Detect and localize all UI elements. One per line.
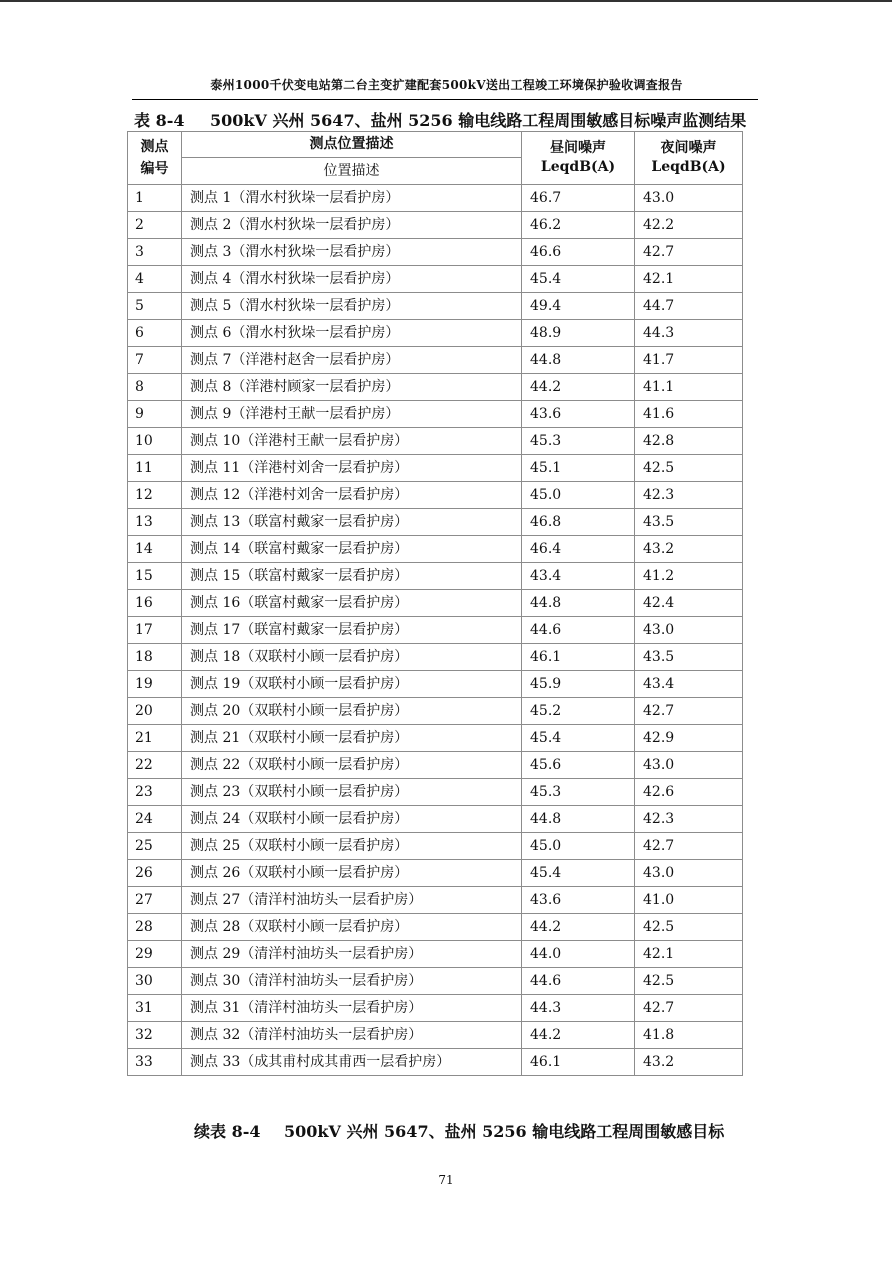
cell-location: 测点 6（渭水村狄垛一层看护房） [182,320,522,347]
running-header: 泰州1000千伏变电站第二台主变扩建配套500kV送出工程竣工环境保护验收调查报告 [210,78,683,92]
cell-day-noise: 45.4 [522,725,635,752]
cell-day-noise: 44.6 [522,617,635,644]
cell-point-id: 29 [128,941,182,968]
cell-location: 测点 19（双联村小顾一层看护房） [182,671,522,698]
cell-day-noise: 45.3 [522,428,635,455]
table-row [128,293,743,320]
cell-day-noise: 46.1 [522,1049,635,1076]
table-row [128,509,743,536]
cell-night-noise: 41.6 [635,401,743,428]
cell-location: 测点 12（洋港村刘舍一层看护房） [182,482,522,509]
continued-caption-title: 500kV 兴州 5647、盐州 5256 输电线路工程周围敏感目标 [284,1122,725,1141]
cell-day-noise: 48.9 [522,320,635,347]
cell-point-id: 1 [128,185,182,212]
header-location-group: 测点位置描述 [182,132,522,158]
cell-point-id: 24 [128,806,182,833]
cell-location: 测点 29（清洋村油坊头一层看护房） [182,941,522,968]
cell-night-noise: 42.7 [635,698,743,725]
table-row [128,536,743,563]
cell-point-id: 22 [128,752,182,779]
cell-point-id: 10 [128,428,182,455]
cell-point-id: 27 [128,887,182,914]
table-row [128,968,743,995]
cell-night-noise: 43.2 [635,536,743,563]
cell-point-id: 32 [128,1022,182,1049]
cell-night-noise: 43.2 [635,1049,743,1076]
cell-point-id: 17 [128,617,182,644]
cell-day-noise: 45.4 [522,860,635,887]
table-row [128,563,743,590]
cell-point-id: 20 [128,698,182,725]
table-row [128,347,743,374]
cell-day-noise: 43.6 [522,887,635,914]
cell-location: 测点 23（双联村小顾一层看护房） [182,779,522,806]
cell-night-noise: 42.3 [635,482,743,509]
cell-location: 测点 24（双联村小顾一层看护房） [182,806,522,833]
cell-location: 测点 13（联富村戴家一层看护房） [182,509,522,536]
cell-location: 测点 9（洋港村王献一层看护房） [182,401,522,428]
table-row [128,995,743,1022]
cell-night-noise: 41.1 [635,374,743,401]
cell-location: 测点 4（渭水村狄垛一层看护房） [182,266,522,293]
cell-night-noise: 42.4 [635,590,743,617]
cell-location: 测点 27（清洋村油坊头一层看护房） [182,887,522,914]
cell-location: 测点 31（清洋村油坊头一层看护房） [182,995,522,1022]
cell-location: 测点 14（联富村戴家一层看护房） [182,536,522,563]
cell-night-noise: 43.0 [635,185,743,212]
cell-point-id: 31 [128,995,182,1022]
cell-day-noise: 45.6 [522,752,635,779]
cell-point-id: 14 [128,536,182,563]
header-rule [132,99,758,100]
table-row [128,482,743,509]
table-row [128,806,743,833]
cell-night-noise: 43.0 [635,752,743,779]
cell-night-noise: 43.5 [635,644,743,671]
table-row [128,779,743,806]
cell-night-noise: 43.0 [635,617,743,644]
table-row [128,455,743,482]
cell-location: 测点 5（渭水村狄垛一层看护房） [182,293,522,320]
cell-location: 测点 32（清洋村油坊头一层看护房） [182,1022,522,1049]
header-night-noise-unit: LeqdB(A) [651,159,726,175]
cell-day-noise: 44.8 [522,806,635,833]
cell-point-id: 4 [128,266,182,293]
cell-location: 测点 26（双联村小顾一层看护房） [182,860,522,887]
cell-location: 测点 17（联富村戴家一层看护房） [182,617,522,644]
cell-night-noise: 42.3 [635,806,743,833]
cell-night-noise: 41.2 [635,563,743,590]
cell-day-noise: 44.8 [522,590,635,617]
page-number: 71 [438,1173,454,1187]
header-day-noise-unit: LeqdB(A) [540,159,616,175]
cell-point-id: 5 [128,293,182,320]
table-row [128,320,743,347]
cell-day-noise: 44.3 [522,995,635,1022]
cell-point-id: 28 [128,914,182,941]
cell-point-id: 2 [128,212,182,239]
cell-point-id: 23 [128,779,182,806]
cell-night-noise: 42.1 [635,941,743,968]
cell-night-noise: 42.1 [635,266,743,293]
cell-night-noise: 42.5 [635,968,743,995]
cell-point-id: 11 [128,455,182,482]
cell-night-noise: 44.7 [635,293,743,320]
cell-day-noise: 46.8 [522,509,635,536]
cell-day-noise: 46.7 [522,185,635,212]
table-row [128,725,743,752]
cell-point-id: 21 [128,725,182,752]
cell-night-noise: 42.5 [635,455,743,482]
cell-night-noise: 42.7 [635,833,743,860]
header-point-id-label: 测点编号 [140,139,169,177]
cell-location: 测点 16（联富村戴家一层看护房） [182,590,522,617]
noise-monitoring-table [127,131,743,1076]
cell-point-id: 25 [128,833,182,860]
cell-day-noise: 46.4 [522,536,635,563]
table-row [128,239,743,266]
cell-night-noise: 42.7 [635,995,743,1022]
cell-night-noise: 44.3 [635,320,743,347]
header-night-noise-title: 夜间噪声 [660,140,717,156]
cell-day-noise: 44.2 [522,1022,635,1049]
cell-night-noise: 43.4 [635,671,743,698]
table-row [128,1022,743,1049]
continued-caption-number: 续表 8-4 [194,1122,261,1141]
cell-location: 测点 11（洋港村刘舍一层看护房） [182,455,522,482]
cell-location: 测点 7（洋港村赵舍一层看护房） [182,347,522,374]
cell-day-noise: 44.8 [522,347,635,374]
table-row [128,914,743,941]
cell-point-id: 12 [128,482,182,509]
table-row [128,401,743,428]
cell-location: 测点 10（洋港村王献一层看护房） [182,428,522,455]
cell-day-noise: 46.2 [522,212,635,239]
cell-night-noise: 41.0 [635,887,743,914]
cell-point-id: 3 [128,239,182,266]
cell-location: 测点 8（洋港村顾家一层看护房） [182,374,522,401]
cell-point-id: 30 [128,968,182,995]
cell-day-noise: 45.1 [522,455,635,482]
cell-point-id: 6 [128,320,182,347]
cell-day-noise: 45.0 [522,482,635,509]
cell-location: 测点 30（清洋村油坊头一层看护房） [182,968,522,995]
cell-night-noise: 42.5 [635,914,743,941]
cell-night-noise: 42.8 [635,428,743,455]
header-night-noise [635,132,743,185]
cell-point-id: 19 [128,671,182,698]
cell-location: 测点 33（成其甫村成其甫西一层看护房） [182,1049,522,1076]
cell-point-id: 13 [128,509,182,536]
table-header-row [128,132,743,158]
cell-point-id: 26 [128,860,182,887]
table-row [128,617,743,644]
cell-night-noise: 42.7 [635,239,743,266]
cell-location: 测点 15（联富村戴家一层看护房） [182,563,522,590]
cell-location: 测点 20（双联村小顾一层看护房） [182,698,522,725]
table-row [128,941,743,968]
cell-day-noise: 46.6 [522,239,635,266]
continued-table-caption [194,1119,724,1142]
table-row [128,644,743,671]
top-border-line [0,0,892,2]
cell-location: 测点 3（渭水村狄垛一层看护房） [182,239,522,266]
cell-point-id: 9 [128,401,182,428]
header-day-noise [522,132,635,185]
cell-day-noise: 45.4 [522,266,635,293]
cell-day-noise: 45.9 [522,671,635,698]
cell-point-id: 16 [128,590,182,617]
cell-day-noise: 44.0 [522,941,635,968]
cell-day-noise: 46.1 [522,644,635,671]
cell-night-noise: 41.8 [635,1022,743,1049]
cell-night-noise: 41.7 [635,347,743,374]
table-row [128,212,743,239]
cell-night-noise: 42.9 [635,725,743,752]
table-body [128,185,743,1076]
table-row [128,1049,743,1076]
table-row [128,860,743,887]
cell-point-id: 15 [128,563,182,590]
header-location: 位置描述 [182,158,522,185]
table-row [128,185,743,212]
cell-location: 测点 18（双联村小顾一层看护房） [182,644,522,671]
cell-day-noise: 44.2 [522,914,635,941]
cell-night-noise: 43.5 [635,509,743,536]
header-point-id [128,132,182,185]
cell-day-noise: 43.6 [522,401,635,428]
cell-night-noise: 43.0 [635,860,743,887]
cell-point-id: 7 [128,347,182,374]
table-caption [134,108,764,131]
cell-day-noise: 44.2 [522,374,635,401]
table-row [128,752,743,779]
cell-location: 测点 2（渭水村狄垛一层看护房） [182,212,522,239]
table-caption-number: 表 8-4 [134,111,185,130]
table-row [128,833,743,860]
cell-location: 测点 22（双联村小顾一层看护房） [182,752,522,779]
cell-location: 测点 21（双联村小顾一层看护房） [182,725,522,752]
cell-night-noise: 42.2 [635,212,743,239]
table-row [128,887,743,914]
cell-day-noise: 45.3 [522,779,635,806]
table-row [128,698,743,725]
header-day-noise-title: 昼间噪声 [550,140,606,156]
cell-day-noise: 49.4 [522,293,635,320]
table-row [128,428,743,455]
cell-point-id: 18 [128,644,182,671]
cell-day-noise: 44.6 [522,968,635,995]
cell-location: 测点 1（渭水村狄垛一层看护房） [182,185,522,212]
cell-day-noise: 43.4 [522,563,635,590]
cell-point-id: 33 [128,1049,182,1076]
table-row [128,266,743,293]
cell-point-id: 8 [128,374,182,401]
cell-night-noise: 42.6 [635,779,743,806]
cell-day-noise: 45.0 [522,833,635,860]
cell-location: 测点 25（双联村小顾一层看护房） [182,833,522,860]
table-row [128,374,743,401]
cell-location: 测点 28（双联村小顾一层看护房） [182,914,522,941]
cell-day-noise: 45.2 [522,698,635,725]
table-caption-title: 500kV 兴州 5647、盐州 5256 输电线路工程周围敏感目标噪声监测结果 [210,111,747,130]
table-row [128,590,743,617]
table-row [128,671,743,698]
